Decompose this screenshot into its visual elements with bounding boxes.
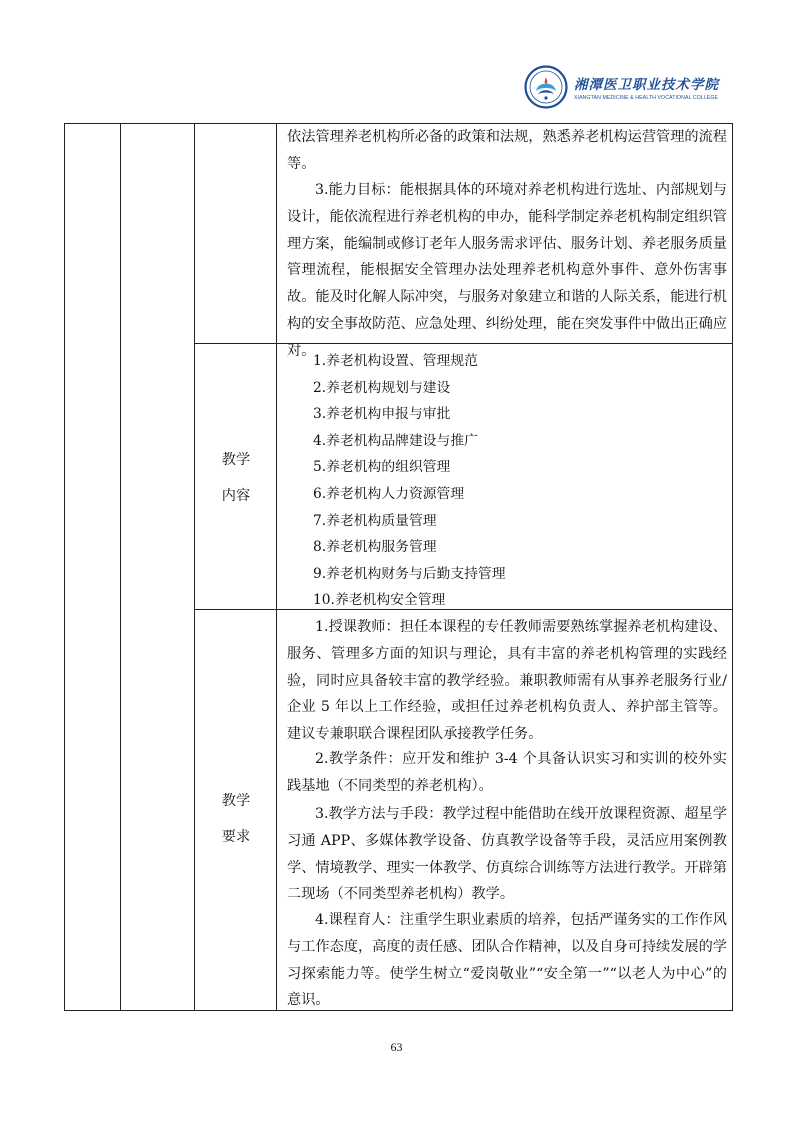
- college-name-cn: 湘潭医卫职业技术学院: [574, 77, 719, 93]
- list-item: 4.养老机构品牌建设与推广: [313, 432, 478, 449]
- list-item: 6.养老机构人力资源管理: [313, 485, 465, 502]
- list-item: 8.养老机构服务管理: [313, 539, 437, 556]
- list-item: 9.养老机构财务与后勤支持管理: [313, 565, 506, 582]
- teaching-content-label: 教学 内容: [221, 452, 251, 504]
- knowledge-goal-continuation: 依法管理养老机构所必备的政策和法规，熟悉养老机构运营管理的流程等。: [287, 129, 727, 172]
- page-number: 63: [390, 1040, 403, 1054]
- requirement-paragraph: 3.教学方法与手段：教学过程中能借助在线开放课程资源、超星学习通 APP、多媒体教学设备、仿真教学设备等手段，灵活应用案例教学、情境教学、理实一体教学、仿真综合训练等方法进行教学。开辟第二现场（不同类型养老机构）教学。: [287, 806, 727, 903]
- teaching-content-list: [313, 348, 506, 614]
- list-item: 3.养老机构申报与审批: [313, 406, 451, 423]
- college-name-en: XIANGTAN MEDICINE & HEALTH VOCATIONAL COLLEGE: [574, 95, 719, 101]
- requirement-paragraph: 1.授课教师：担任本课程的专任教师需要熟练掌握养老机构建设、服务、管理多方面的知识与理论，具有丰富的养老机构管理的实践经验，同时应具备较丰富的教学经验。兼职教师需有从事养老服务行业/企业 5 年以上工作经验，或担任过养老机构负责人、养护部主管等。建议专兼职联合课程团队承接教学任务。: [287, 619, 727, 743]
- list-item: 10.养老机构安全管理: [313, 592, 446, 609]
- list-item: 5.养老机构的组织管理: [313, 459, 451, 476]
- list-item: 2.养老机构规划与建设: [313, 379, 451, 396]
- column-divider: [120, 124, 121, 1010]
- teaching-requirements-label: 教学 要求: [221, 793, 251, 845]
- column-divider: [276, 124, 277, 1010]
- requirement-paragraph: 2.教学条件：应开发和维护 3-4 个具备认识实习和实训的校外实践基地（不同类型的养老机构）。: [287, 751, 727, 794]
- column-divider: [194, 124, 195, 1010]
- list-item: 7.养老机构质量管理: [313, 512, 437, 529]
- requirement-paragraph: 4.课程育人：注重学生职业素质的培养，包括严谨务实的工作作风与工作态度，高度的责任感、团队合作精神，以及自身可持续发展的学习探索能力等。使学生树立“爱岗敬业”“安全第一”“以老人为中心”的意识。: [287, 912, 727, 1009]
- list-item: 1.养老机构设置、管理规范: [313, 353, 478, 369]
- college-logo: [524, 64, 734, 110]
- college-emblem-icon: [524, 65, 568, 109]
- course-table: [64, 123, 733, 1011]
- ability-goal: 3.能力目标：能根据具体的环境对养老机构进行选址、内部规划与设计，能依流程进行养老机构的申办，能科学制定养老机构制定组织管理方案，能编制或修订老年人服务需求评估、服务计划、养老服务质量管理流程，能根据安全管理办法处理养老机构意外事件、意外伤害事故。能及时化解人际冲突，与服务对象建立和谐的人际关系，能进行机构的安全事故防范、应急处理、纠纷处理，能在突发事件中做出正确应对。: [287, 182, 727, 359]
